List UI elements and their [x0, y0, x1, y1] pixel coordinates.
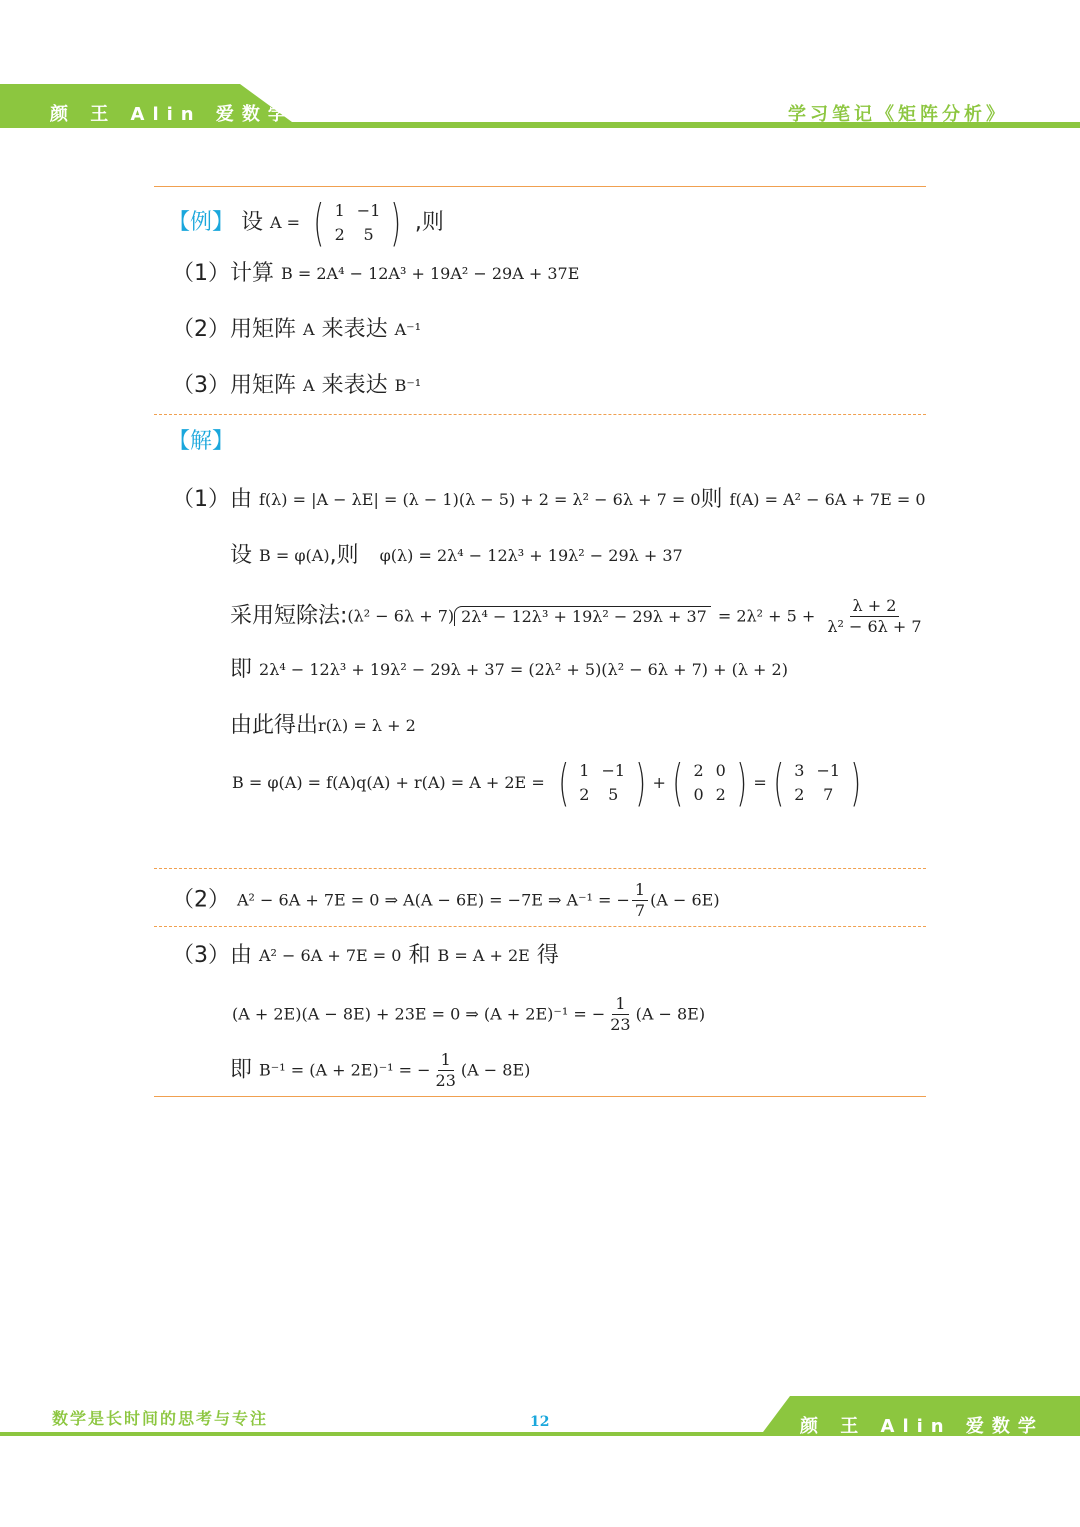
- header-right-title: 学习笔记《矩阵分析》: [788, 104, 1008, 125]
- bottom-rule: [154, 1096, 926, 1097]
- part-3-line-3: 即 B⁻¹ = (A + 2E)⁻¹ = − $\frac{1}{23}$ (A − 8E): [230, 1050, 531, 1090]
- matrix-step6-c: ( 3 −1 2 7 ): [773, 754, 862, 812]
- solution-tag-line: [168, 426, 234, 458]
- part-3-line-2: (A + 2E)(A − 8E) + 23E = 0 ⇒ (A + 2E)⁻¹ = − $\frac{1}{23}$ (A − 8E): [232, 994, 706, 1034]
- solution-tag: 【解】: [168, 429, 235, 454]
- solution-step-2: 设 B = φ(A),则 φ(λ) = 2λ⁴ − 12λ³ + 19λ² − 29λ + 37: [230, 543, 683, 568]
- top-rule: [154, 186, 926, 187]
- matrix-a: ( 1 −1 2 5 ): [313, 194, 402, 252]
- matrix-step6-a: ( 1 −1 2 5 ): [558, 754, 647, 812]
- q1-formula: B = 2A⁴ − 12A³ + 19A² − 29A + 37E: [281, 264, 580, 283]
- question-3: （3）用矩阵 A 来表达 B⁻¹: [172, 373, 422, 398]
- example-line: [168, 194, 444, 252]
- part-2-solution: （2） A² − 6A + 7E = 0 ⇒ A(A − 6E) = −7E ⇒ A⁻¹ = − $\frac{1}{7}$ (A − 6E): [172, 880, 720, 920]
- example-lead: 设: [241, 210, 264, 235]
- footer-motto: 数学是长时间的思考与专注: [52, 1409, 269, 1428]
- solution-step-4: 即 2λ⁴ − 12λ³ + 19λ² − 29λ + 37 = (2λ² + 5)(λ² − 6λ + 7) + (λ + 2): [230, 657, 788, 682]
- example-tag: 【例】: [168, 210, 235, 235]
- question-2: （2）用矩阵 A 来表达 A⁻¹: [172, 317, 421, 342]
- matrix-a-label: A =: [270, 213, 301, 232]
- matrix-step6-b: ( 2 0 0 2 ): [672, 754, 747, 812]
- page-number: 12: [530, 1414, 550, 1430]
- solution-step-3: 采用短除法:(λ² − 6λ + 7) 2λ⁴ − 12λ³ + 19λ² − 29λ + 37 = 2λ² + 5 + $\frac{\lambda + 2}{\text{λ² − 6λ + 7}}$: [230, 596, 927, 637]
- solution-step-1: （1）由 f(λ) = |A − λE| = (λ − 1)(λ − 5) + 2 = λ² − 6λ + 7 = 0则 f(A) = A² − 6A + 7E = 0: [172, 487, 926, 512]
- solution-step-6: B = φ(A) = f(A)q(A) + r(A) = A + 2E = ( 1 −1 2 5 ) + ( 2 0 0 2 ) = ( 3 −1 2 7 ): [232, 758, 868, 808]
- divider-2: [154, 868, 926, 869]
- divider-3: [154, 926, 926, 927]
- footer-right-title: 颜 王 Alin 爱数学: [800, 1416, 1044, 1437]
- example-tail: ,则: [414, 210, 444, 235]
- long-division-bracket: 2λ⁴ − 12λ³ + 19λ² − 29λ + 37: [454, 606, 711, 626]
- solution-step-5: 由此得出r(λ) = λ + 2: [230, 713, 416, 738]
- header-left-title: 颜 王 Alin 爱数学: [50, 104, 294, 125]
- divider-1: [154, 414, 926, 415]
- part-3-line-1: （3）由 A² − 6A + 7E = 0 和 B = A + 2E 得: [172, 943, 559, 968]
- remainder-fraction: $\frac{\lambda + 2}{\text{λ² − 6λ + 7}}$: [827, 596, 922, 636]
- question-1: （1）计算 B = 2A⁴ − 12A³ + 19A² − 29A + 37E: [172, 261, 580, 286]
